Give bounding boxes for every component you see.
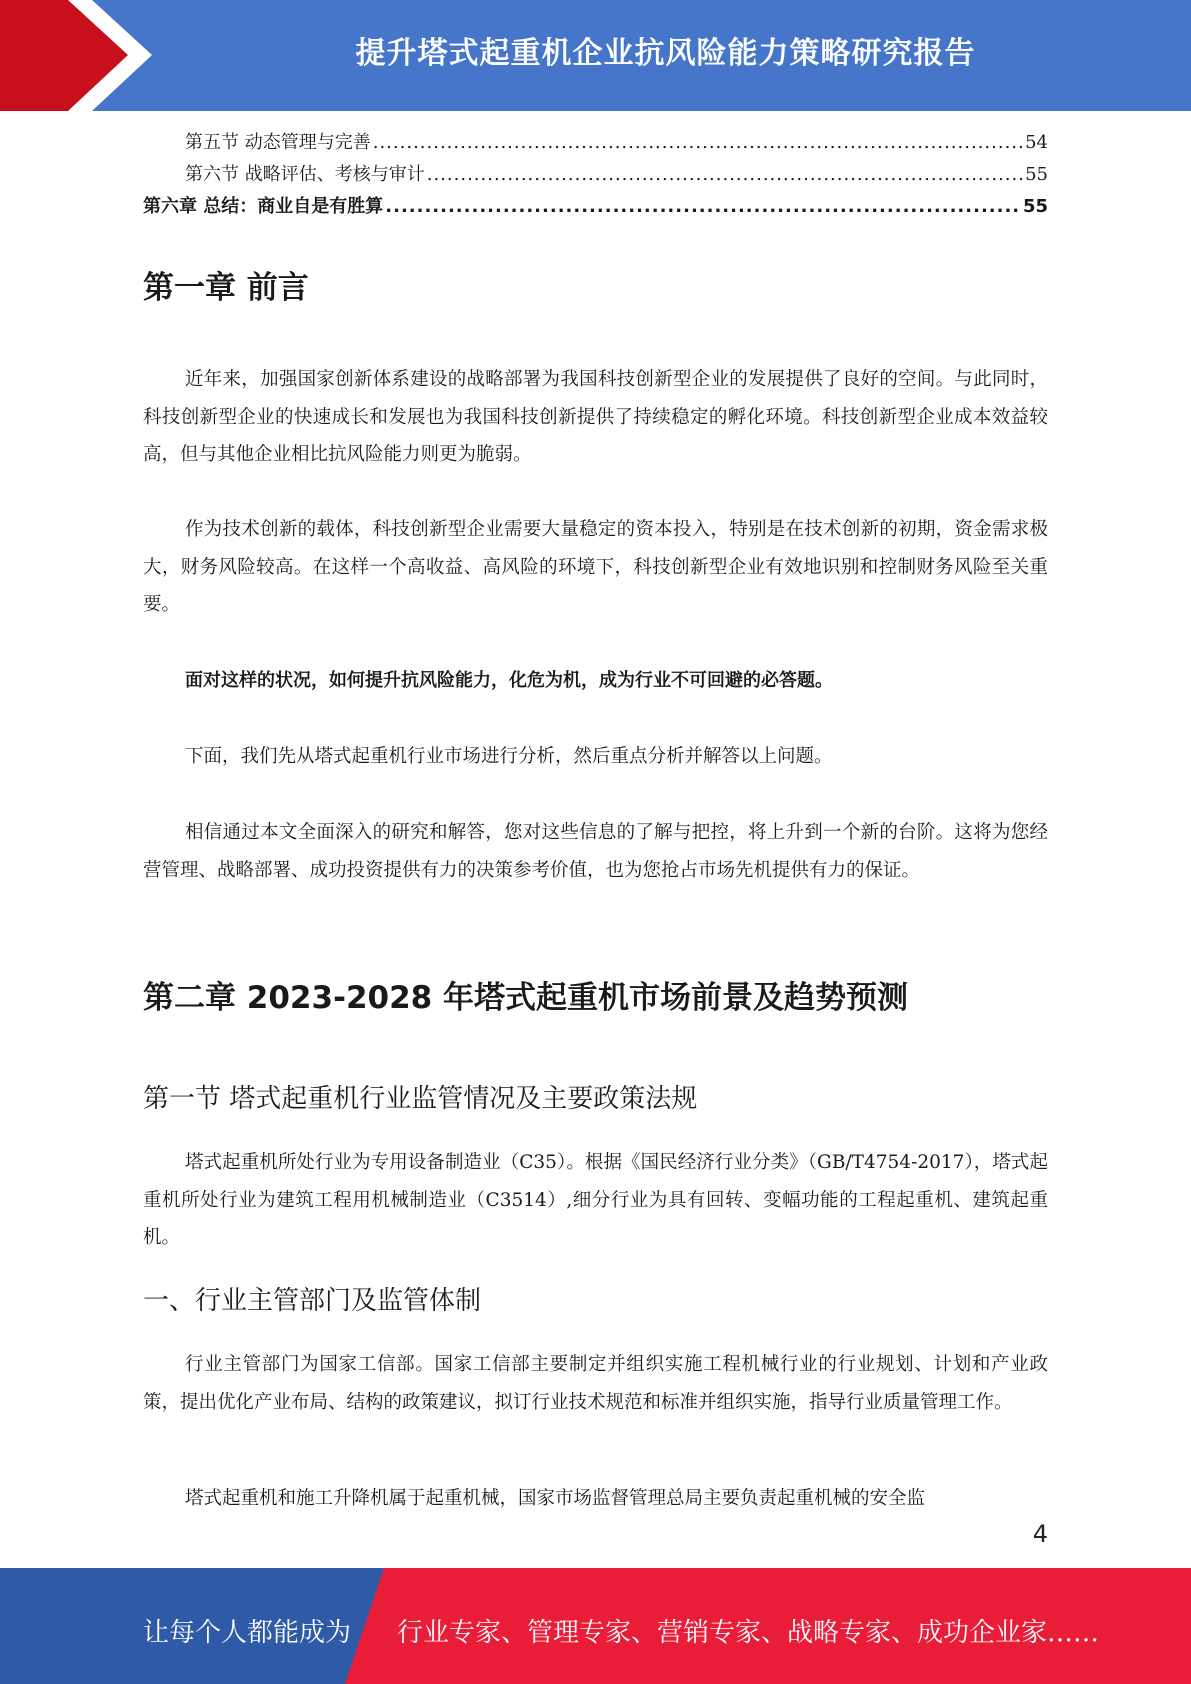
chapter-2-title: 第二章 2023-2028 年塔式起重机市场前景及趋势预测	[143, 980, 909, 1016]
chapter-1-paragraph: 下面，我们先从塔式起重机行业市场进行分析，然后重点分析并解答以上问题。	[185, 746, 833, 767]
subsection-1-paragraph: 行业主管部门为国家工信部。国家工信部主要制定并组织实施工程机械行业的行业规划、计划和产业政策，提出优化产业布局、结构的政策建议，拟订行业技术规范和标准并组织实施，指导行业质量管理工作。	[143, 1354, 1048, 1413]
toc-leader-dots	[373, 132, 1023, 153]
toc-entry-label: 第五节 动态管理与完善	[185, 132, 371, 153]
toc-entry-label: 第六章 总结：商业自是有胜算	[143, 196, 384, 217]
toc-entry-page: 55	[1022, 196, 1048, 217]
chapter-1-bold-paragraph: 面对这样的状况，如何提升抗风险能力，化危为机，成为行业不可回避的必答题。	[185, 670, 833, 691]
chapter-1-paragraph: 相信通过本文全面深入的研究和解答，您对这些信息的了解与把控，将上升到一个新的台阶。这将为您经营管理、战略部署、成功投资提供有力的决策参考价值，也为您抢占市场先机提供有力的保证。	[143, 822, 1048, 881]
footer-banner	[0, 1568, 1191, 1684]
chapter-1-paragraph: 近年来，加强国家创新体系建设的战略部署为我国科技创新型企业的发展提供了良好的空间。与此同时，科技创新型企业的快速成长和发展也为我国科技创新提供了持续稳定的孵化环境。科技创新型企业成本效益较高，但与其他企业相比抗风险能力则更为脆弱。	[143, 369, 1048, 465]
subsection-1-title: 一、行业主管部门及监管体制	[143, 1286, 482, 1316]
header-bar	[0, 0, 1191, 111]
toc-leader-dots	[385, 196, 1021, 217]
table-of-contents	[143, 128, 1048, 224]
toc-entry-label: 第六节 战略评估、考核与审计	[185, 164, 425, 185]
footer-slogan-left: 让每个人都能成为	[143, 1618, 352, 1648]
toc-entry-page: 55	[1025, 164, 1048, 185]
section-1-paragraph: 塔式起重机所处行业为专用设备制造业（C35）。根据《国民经济行业分类》（GB/T4754-2017），塔式起重机所处行业为建筑工程用机械制造业（C3514）,细分行业为具有回转、变幅功能的工程起重机、建筑起重机。	[143, 1152, 1048, 1248]
footer-slogan-right: 行业专家、管理专家、营销专家、战略专家、成功企业家……	[397, 1618, 1100, 1648]
toc-entry[interactable]	[143, 160, 1048, 192]
subsection-1-paragraph: 塔式起重机和施工升降机属于起重机械，国家市场监督管理总局主要负责起重机械的安全监	[185, 1488, 926, 1509]
toc-entry[interactable]	[143, 128, 1048, 160]
header-title: 提升塔式起重机企业抗风险能力策略研究报告	[355, 36, 976, 71]
toc-entry-page: 54	[1025, 132, 1048, 153]
toc-entry[interactable]	[143, 192, 1048, 224]
section-1-title: 第一节 塔式起重机行业监管情况及主要政策法规	[143, 1084, 698, 1114]
chapter-1-paragraph: 作为技术创新的载体，科技创新型企业需要大量稳定的资本投入，特别是在技术创新的初期，资金需求极大，财务风险较高。在这样一个高收益、高风险的环境下，科技创新型企业有效地识别和控制财务风险至关重要。	[143, 519, 1048, 615]
page-number: 4	[1032, 1520, 1048, 1548]
toc-leader-dots	[427, 164, 1023, 185]
chapter-1-title: 第一章 前言	[143, 270, 309, 306]
